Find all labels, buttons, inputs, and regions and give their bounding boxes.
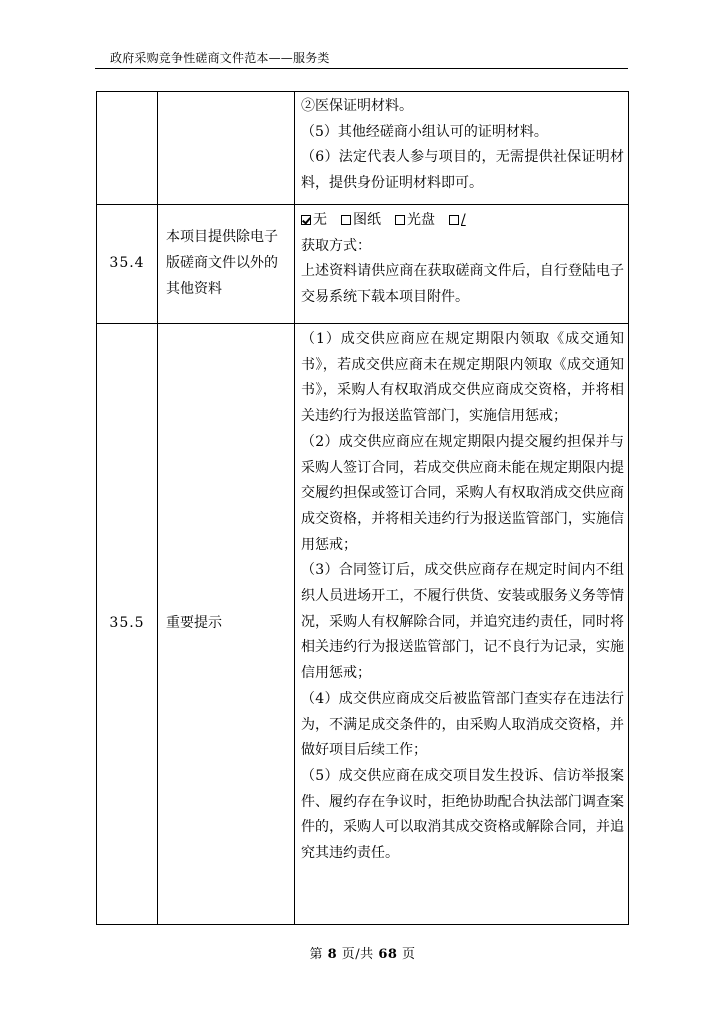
option-label: 无: [313, 212, 327, 228]
row-item: [158, 92, 295, 205]
content-paragraph: 获取方式：: [301, 237, 371, 254]
option-none: [301, 208, 327, 234]
content-paragraph: （5）成交供应商在成交项目发生投诉、信访举报案件、履约存在争议时，拒绝协助配合执法部门调查案件的，采购人可以取消其成交资格或解除合同，并追究其违约责任。: [301, 767, 624, 862]
row-number: [97, 92, 158, 205]
page-footer: [0, 946, 725, 964]
page-number: 8: [327, 947, 338, 962]
requirements-table: [96, 91, 629, 925]
row-content: [295, 205, 629, 324]
footer-suffix: 页: [402, 947, 416, 962]
content-paragraph: ②医保证明材料。: [301, 98, 413, 114]
materials-options: [301, 208, 624, 234]
content-paragraph: 上述资料请供应商在获取磋商文件后，自行登陆电子交易系统下载本项目附件。: [301, 263, 624, 306]
table-row: [97, 205, 629, 324]
row-number: 35.4: [97, 205, 158, 324]
row-content: [295, 92, 629, 205]
checkbox-icon: [449, 215, 459, 225]
table-row: [97, 92, 629, 205]
option-label: /: [461, 212, 466, 228]
row-item: 本项目提供除电子版磋商文件以外的其他资料: [158, 205, 295, 324]
page-total: 68: [378, 947, 398, 962]
content-paragraph: （5）其他经磋商小组认可的证明材料。: [301, 123, 548, 140]
option-disc: [395, 208, 435, 234]
row-number: 35.5: [97, 324, 158, 925]
row-content: [295, 324, 629, 925]
row-item: 重要提示: [158, 324, 295, 925]
content-paragraph: （1）成交供应商应在规定期限内领取《成交通知书》，若成交供应商未在规定期限内领取《成交通知书》，采购人有权取消成交供应商成交资格，并将相关违约行为报送监管部门，实施信用惩戒；: [301, 331, 624, 425]
footer-middle: 页/共: [341, 947, 374, 962]
checkbox-icon: [341, 215, 351, 225]
table-row: [97, 324, 629, 925]
content-paragraph: （6）法定代表人参与项目的，无需提供社保证明材料，提供身份证明材料即可。: [301, 149, 624, 192]
content-paragraph: （3）合同签订后，成交供应商存在规定时间内不组织人员进场开工，不履行供货、安装或服务义务等情况，采购人有权解除合同，并追究违约责任，同时将相关违约行为报送监管部门，记不良行为记录，实施信用惩戒；: [301, 562, 624, 682]
checkbox-icon: [395, 215, 405, 225]
content-paragraph: （4）成交供应商成交后被监管部门查实存在违法行为，不满足成交条件的，由采购人取消成交资格，并做好项目后续工作；: [301, 690, 624, 759]
footer-prefix: 第: [309, 947, 323, 962]
page-header-title: 政府采购竞争性磋商文件范本——服务类: [110, 51, 330, 65]
header-divider: [95, 68, 628, 69]
option-label: 图纸: [353, 212, 381, 228]
option-drawings: [341, 208, 381, 234]
content-paragraph: （2）成交供应商应在规定期限内提交履约担保并与采购人签订合同，若成交供应商未能在规定期限内提交履约担保或签订合同，采购人有权取消成交供应商成交资格，并将相关违约行为报送监管部门，实施信用惩戒；: [301, 433, 624, 553]
checked-checkbox-icon: [301, 215, 311, 225]
option-other: [449, 208, 466, 234]
option-label: 光盘: [407, 212, 435, 228]
